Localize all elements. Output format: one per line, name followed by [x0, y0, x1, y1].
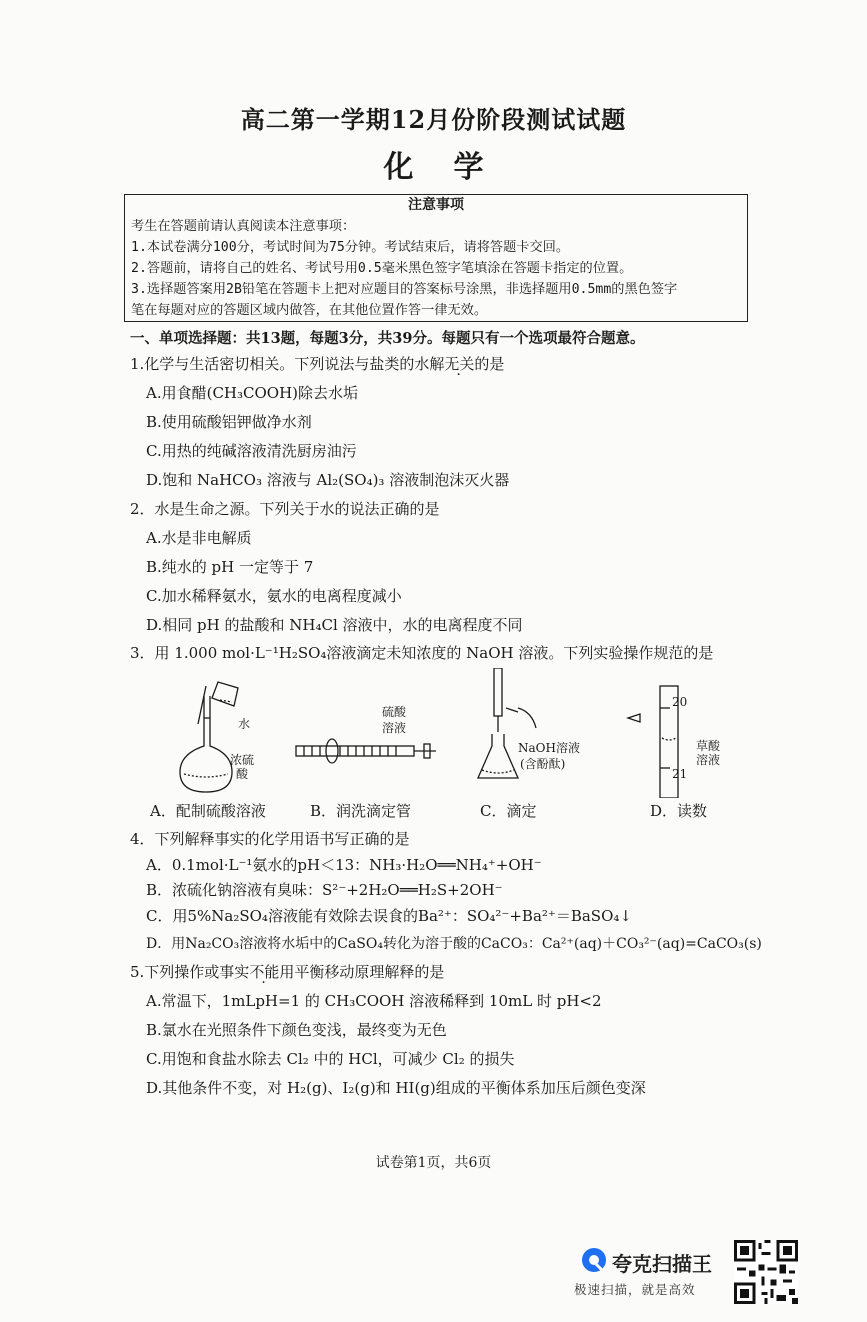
notice-line: 笔在每题对应的答题区域内做答，在其他位置作答一律无效。	[131, 303, 488, 318]
option-4a: A．0.1mol·L⁻¹氨水的pH＜13：NH₃·H₂O══NH₄⁺+OH⁻	[146, 856, 542, 874]
notice-box	[124, 194, 748, 322]
reading-burette-icon	[628, 686, 678, 798]
scanner-logo-icon	[580, 1246, 608, 1274]
label-oxalic: 草酸	[696, 739, 721, 753]
option-2b: B.纯水的 pH 一定等于 7	[146, 558, 314, 576]
notice-line: 3.选择题答案用2B铅笔在答题卡上把对应题目的答案标号涂黑，非选择题用0.5mm的黑色签字	[131, 282, 678, 297]
option-1a: A.用食醋(CH₃COOH)除去水垢	[146, 384, 359, 402]
label-conc: 浓硫	[230, 753, 255, 767]
option-5d: D.其他条件不变，对 H₂(g)、I₂(g)和 HI(g)组成的平衡体系加压后颜色变深	[146, 1079, 646, 1097]
notice-line: 2.答题前，请将自己的姓名、考试号用0.5毫米黑色签字笔填涂在答题卡指定的位置。	[131, 261, 633, 276]
page-footer: 试卷第1页，共6页	[375, 1155, 492, 1171]
notice-line: 1.本试卷满分100分，考试时间为75分钟。考试结束后，请将答题卡交回。	[131, 240, 570, 255]
scanner-watermark	[574, 1236, 728, 1297]
question-5-stem	[130, 962, 444, 982]
option-4b: B．浓硫化钠溶液有臭味：S²⁻+2H₂O══H₂S+2OH⁻	[146, 881, 503, 899]
caption-b: B．润洗滴定管	[310, 802, 412, 820]
caption-d: D．读数	[650, 802, 708, 820]
option-2a: A.水是非电解质	[146, 529, 252, 547]
question-text: 用平衡移动原理解释的是	[279, 963, 445, 981]
caption-a: A．配制硫酸溶液	[150, 802, 266, 820]
label-acid: 酸	[236, 767, 249, 781]
exam-title: 高二第一学期12月份阶段测试试题	[240, 105, 627, 134]
question-text: 1.化学与生活密切相关。下列说法与盐类的水解	[130, 355, 445, 373]
qr-code-icon	[734, 1240, 798, 1304]
section-heading: 一、单项选择题：共13题，每题3分，共39分。每题只有一个选项最符合题意。	[130, 330, 645, 347]
emphasis-text: 无关	[444, 355, 475, 373]
label-solution: 溶液	[696, 753, 721, 767]
option-5c: C.用饱和食盐水除去 Cl₂ 中的 HCl，可减少 Cl₂ 的损失	[146, 1050, 515, 1068]
option-5a: A.常温下，1mLpH=1 的 CH₃COOH 溶液稀释到 10mL 时 pH<2	[146, 992, 602, 1010]
label-sulfuric: 硫酸	[382, 705, 407, 719]
question-1-stem	[130, 354, 504, 374]
brand-name: 夸克扫描王	[612, 1252, 712, 1276]
question-text: 的是	[474, 355, 505, 373]
caption-c: C．滴定	[480, 802, 537, 820]
notice-line: 考生在答题前请认真阅读本注意事项：	[131, 219, 356, 234]
question-text: 5.下列操作或事实	[130, 963, 250, 981]
option-1c: C.用热的纯碱溶液清洗厨房油污	[146, 442, 357, 460]
option-1b: B.使用硫酸铝钾做净水剂	[146, 413, 312, 431]
brand-slogan: 极速扫描，就是高效	[574, 1282, 696, 1297]
option-4d: D．用Na₂CO₃溶液将水垢中的CaSO₄转化为溶于酸的CaCO₃：Ca²⁺(aq)＋CO₃²⁻(aq)=CaCO₃(s)	[146, 936, 762, 952]
question-2-stem: 2．水是生命之源。下列关于水的说法正确的是	[130, 500, 440, 518]
option-2c: C.加水稀释氨水，氨水的电离程度减小	[146, 587, 402, 605]
label-solution: 溶液	[382, 721, 407, 735]
apparatus-figure	[140, 668, 740, 798]
tick-20: 20	[672, 695, 688, 709]
tick-21: 21	[672, 767, 688, 781]
notice-heading: 注意事项	[408, 197, 464, 213]
question-3-stem: 3．用 1.000 mol·L⁻¹H₂SO₄溶液滴定未知浓度的 NaOH 溶液。下列实验操作规范的是	[130, 644, 714, 662]
option-5b: B.氯水在光照条件下颜色变浅，最终变为无色	[146, 1021, 447, 1039]
emphasis-text: 不能	[249, 963, 280, 981]
option-4c: C．用5%Na₂SO₄溶液能有效除去误食的Ba²⁺：SO₄²⁻+Ba²⁺＝BaSO₄↓	[146, 907, 632, 925]
label-naoh: NaOH溶液	[518, 741, 580, 755]
burette-icon	[296, 739, 436, 763]
volumetric-flask-icon	[180, 696, 232, 792]
question-4-stem: 4．下列解释事实的化学用语书写正确的是	[130, 830, 410, 848]
option-2d: D.相同 pH 的盐酸和 NH₄Cl 溶液中，水的电离程度不同	[146, 616, 523, 634]
option-1d: D.饱和 NaHCO₃ 溶液与 Al₂(SO₄)₃ 溶液制泡沫灭火器	[146, 471, 510, 489]
label-phenolphthalein: (含酚酞)	[520, 757, 566, 771]
subject-title: 化学	[383, 150, 524, 185]
label-water: 水	[238, 717, 251, 731]
